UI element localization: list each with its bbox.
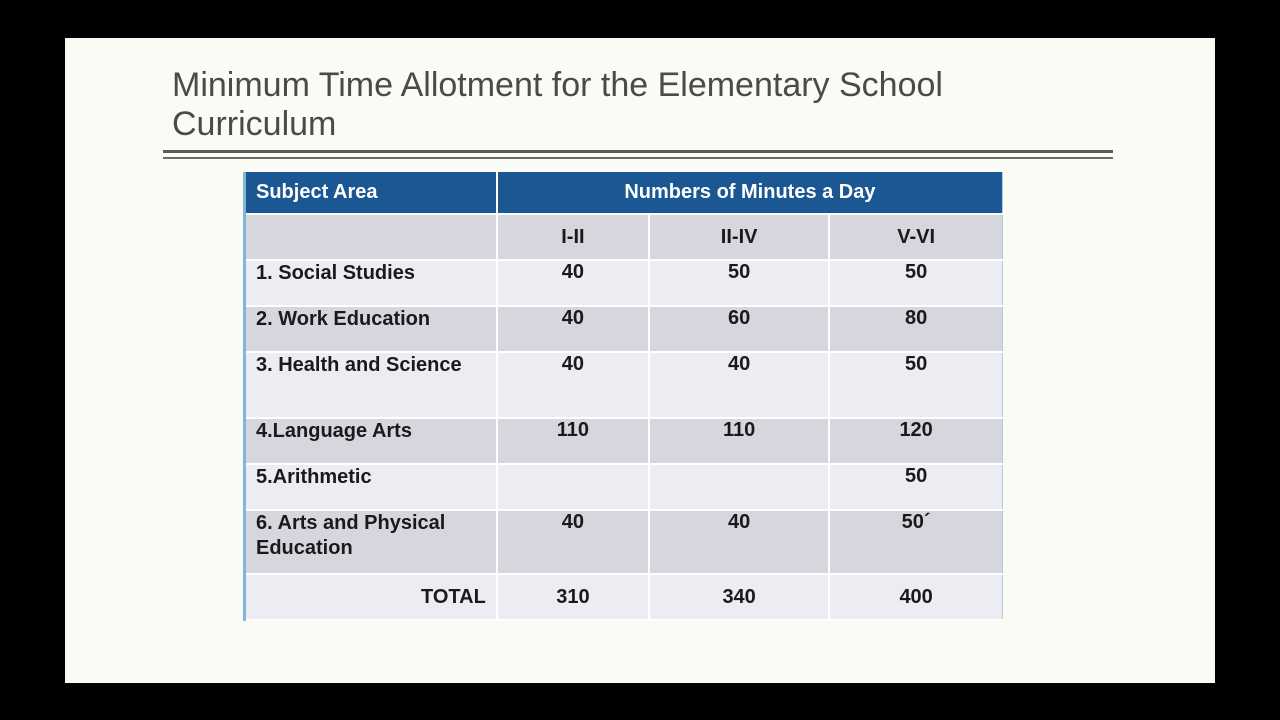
subject-cell: 4.Language Arts [245, 418, 497, 464]
grade-level-header: I-II [497, 214, 649, 260]
total-cell: 400 [829, 574, 1002, 620]
minutes-cell: 50 [829, 352, 1002, 418]
minutes-cell [649, 464, 829, 510]
slide-title: Minimum Time Allotment for the Elementary School Curriculum [172, 66, 943, 143]
minutes-cell: 40 [649, 352, 829, 418]
subject-cell: 6. Arts and Physical Education [245, 510, 497, 574]
time-allotment-table [243, 172, 1003, 621]
table-row [245, 352, 1003, 418]
subject-cell: 1. Social Studies [245, 260, 497, 306]
minutes-cell: 40 [497, 352, 649, 418]
table-row [245, 418, 1003, 464]
minutes-cell: 40 [497, 510, 649, 574]
table-header-row [245, 172, 1003, 214]
total-label: TOTAL [245, 574, 497, 620]
header-subject-area: Subject Area [245, 172, 497, 214]
title-divider-thick [163, 150, 1113, 153]
slide [65, 38, 1215, 683]
grade-level-header: II-IV [649, 214, 829, 260]
minutes-cell: 50 [649, 260, 829, 306]
minutes-cell: 40 [497, 260, 649, 306]
minutes-cell: 60 [649, 306, 829, 352]
total-row [245, 574, 1003, 620]
grade-level-blank-cell [245, 214, 497, 260]
table-row [245, 306, 1003, 352]
minutes-cell: 110 [497, 418, 649, 464]
minutes-cell: 40 [497, 306, 649, 352]
title-divider-thin [163, 157, 1113, 159]
minutes-cell: 50 [829, 464, 1002, 510]
subject-cell: 2. Work Education [245, 306, 497, 352]
minutes-cell: 110 [649, 418, 829, 464]
header-minutes-a-day: Numbers of Minutes a Day [497, 172, 1003, 214]
subject-cell: 5.Arithmetic [245, 464, 497, 510]
table-row [245, 510, 1003, 574]
subject-cell: 3. Health and Science [245, 352, 497, 418]
minutes-cell: 50 [829, 260, 1002, 306]
total-cell: 340 [649, 574, 829, 620]
table-row [245, 464, 1003, 510]
table-row [245, 260, 1003, 306]
minutes-cell: 40 [649, 510, 829, 574]
minutes-cell: 80 [829, 306, 1002, 352]
minutes-cell: 120 [829, 418, 1002, 464]
total-cell: 310 [497, 574, 649, 620]
minutes-cell [497, 464, 649, 510]
minutes-cell: 50´ [829, 510, 1002, 574]
grade-level-header: V-VI [829, 214, 1002, 260]
grade-level-row [245, 214, 1003, 260]
